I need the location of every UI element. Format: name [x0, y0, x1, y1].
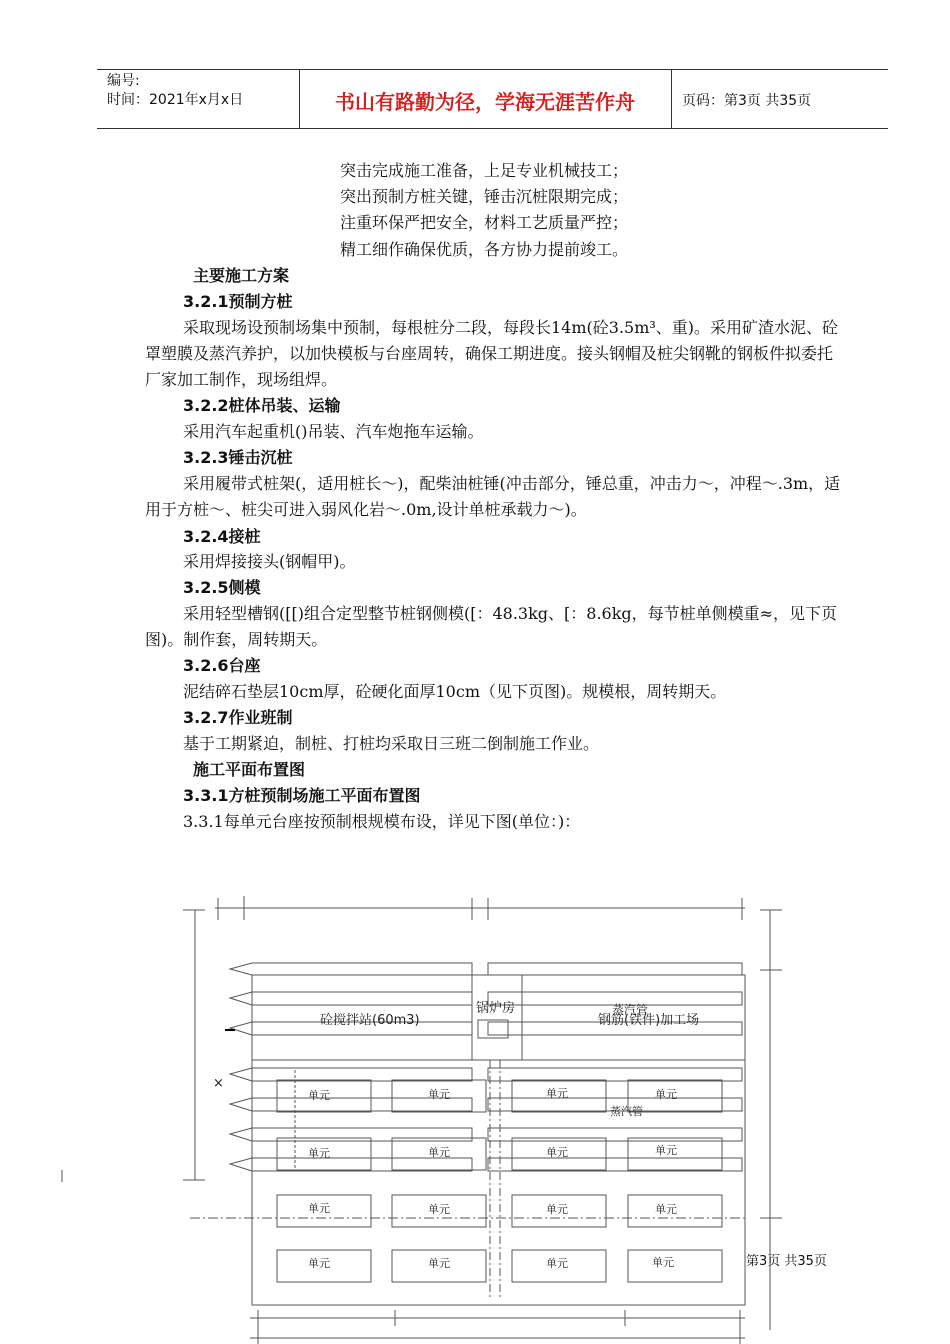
label-steam-pipe-top: 蒸汽管: [612, 1003, 649, 1017]
unit-label: 单元: [655, 1203, 677, 1216]
unit-label: 单元: [546, 1203, 568, 1216]
subsection-title-3-2-6: 3.2.6台座: [183, 656, 261, 675]
footer-page-number: 第3页 共35页: [746, 1254, 827, 1269]
unit-label: 单元: [546, 1257, 568, 1270]
subsection-text-3-2-4: 采用焊接接头(钢帽甲)。: [183, 552, 356, 571]
subsection-title-3-2-5: 3.2.5侧模: [183, 578, 261, 597]
unit-label: 单元: [428, 1257, 450, 1270]
label-rebar-yard: 钢筋(铁件)加工场: [598, 1013, 700, 1028]
section-heading-main-plan: 主要施工方案: [193, 266, 290, 285]
unit-label: 单元: [428, 1146, 450, 1159]
document-date-label: 时间：2021年x月x日: [107, 92, 244, 108]
label-boiler-room: 锅炉房: [476, 1001, 516, 1016]
unit-label: 单元: [655, 1088, 677, 1101]
subsection-title-3-2-4: 3.2.4接桩: [183, 527, 261, 546]
subsection-text-3-3-1: 3.3.1每单元台座按预制根规模布设，详见下图(单位：)：: [183, 812, 581, 831]
subsection-text-3-2-3: 采用履带式桩架(，适用桩长～)，配柴油桩锤(冲击部分，锤总重，冲击力～，冲程～.3m，适用于方桩～、桩尖可进入弱风化岩～.0m,设计单桩承载力～)。: [145, 474, 841, 519]
subsection-title-3-2-1: 3.2.1预制方桩: [183, 292, 293, 311]
poem-line: 精工细作确保优质，各方协力提前竣工。: [340, 240, 629, 259]
subsection-title-3-2-3: 3.2.3锤击沉桩: [183, 448, 293, 467]
header-motto: 书山有路勤为径，学海无涯苦作舟: [335, 90, 635, 114]
unit-label: 单元: [428, 1088, 450, 1101]
unit-label: 单元: [546, 1087, 568, 1100]
poem-line: 突击完成施工准备，上足专业机械技工；: [340, 161, 629, 180]
label-steam-pipe-mid: 蒸汽管: [610, 1105, 643, 1118]
subsection-title-3-3-1: 3.3.1方桩预制场施工平面布置图: [183, 786, 421, 805]
unit-label: 单元: [308, 1089, 330, 1102]
subsection-text-3-2-5: 采用轻型槽钢([[)组合定型整节桩钢侧模([：48.3kg、[：8.6kg，每节桩单侧模重≈，见下页图)。制作套，周转期天。: [145, 604, 838, 649]
subsection-text-3-2-2: 采用汽车起重机()吊装、汽车炮拖车运输。: [183, 422, 484, 441]
subsection-title-3-2-7: 3.2.7作业班制: [183, 708, 293, 727]
subsection-text-3-2-6: 泥结碎石垫层10cm厚，砼硬化面厚10cm（见下页图)。规模根，周转期天。: [183, 682, 727, 701]
document-number-label: 编号:: [107, 73, 140, 89]
header-page-number: 页码：第3页 共35页: [682, 93, 812, 109]
label-mixing-station: 砼搅拌站(60m3): [320, 1013, 420, 1028]
unit-label: 单元: [546, 1146, 568, 1159]
unit-label: 单元: [655, 1144, 677, 1157]
unit-label: 单元: [308, 1147, 330, 1160]
subsection-text-3-2-1: 采取现场设预制场集中预制，每根桩分二段，每段长14m(砼3.5m³、重)。采用矿渣水泥、砼罩塑膜及蒸汽养护，以加快模板与台座周转，确保工期进度。接头钢帽及桩尖钢靴的钢板件拟委托厂家加工制作，现场组焊。: [145, 318, 839, 389]
subsection-text-3-2-7: 基于工期紧迫，制桩、打桩均采取日三班二倒制施工作业。: [183, 734, 600, 753]
unit-label: 单元: [308, 1257, 330, 1270]
unit-label: 单元: [428, 1203, 450, 1216]
subsection-title-3-2-2: 3.2.2桩体吊装、运输: [183, 396, 341, 415]
unit-label: 单元: [308, 1202, 330, 1215]
section-heading-layout-plan: 施工平面布置图: [193, 760, 306, 779]
cross-mark: ×: [213, 1076, 224, 1091]
poem-line: 突出预制方桩关键，锤击沉桩限期完成；: [340, 187, 629, 206]
unit-label: 单元: [652, 1256, 674, 1269]
poem-line: 注重环保严把安全，材料工艺质量严控；: [340, 213, 629, 232]
